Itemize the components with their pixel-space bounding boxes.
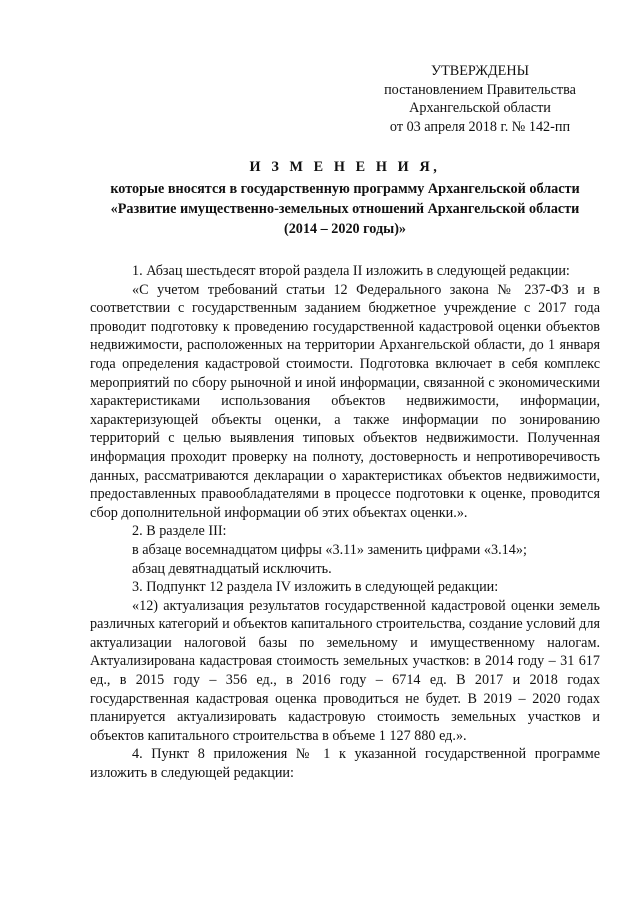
approval-date: от 03 апреля 2018 г. № 142-пп (389, 118, 571, 135)
paragraph: «С учетом требований статьи 12 Федерального закона № 237-ФЗ и в соответствии с государственным заданием бюджетное учреждение с 2017 года проводит подготовку к проведению государственной кадастровой оценки объектов недвижимости, расположенных на территории Архангельской области, до 1 января года определения кадастровой стоимости. Подготовка включает в себя комплекс мероприятий по сбору рыночной и иной информации, связанной с экономическими характеристиками использования объектов недвижимости, информации, характеризующей объекты оценки, а также информации по зонированию территорий с целью выявления типовых объектов недвижимости. Полученная информация проходит проверку на полноту, достоверность и непротиворечивость данных, рассматриваются декларации о характеристиках объектов недвижимости, предоставленных правообладателями в процессе подготовки к оценке, проводится сбор дополнительной информации об этих объектах оценки.». (90, 281, 600, 521)
approval-title: УТВЕРЖДЕНЫ (431, 63, 529, 79)
paragraph: в абзаце восемнадцатом цифры «3.11» заменить цифрами «3.14»; (132, 541, 527, 558)
paragraph: 3. Подпункт 12 раздела IV изложить в следующей редакции: (132, 579, 499, 596)
approval-stamp (362, 62, 598, 136)
heading-line: (2014 – 2020 годы)» (283, 221, 407, 237)
document-heading (90, 157, 600, 239)
heading-title: И З М Е Н Е Н И Я, (249, 159, 441, 175)
paragraph: 1. Абзац шестьдесят второй раздела II изложить в следующей редакции: (132, 263, 570, 279)
approval-line: постановлением Правительства (384, 81, 576, 98)
document-body (90, 262, 600, 783)
heading-line: которые вносятся в государственную программу Архангельской области (110, 181, 580, 197)
paragraph: 4. Пункт 8 приложения № 1 к указанной государственной программе изложить в следующей редакции: (90, 746, 600, 782)
paragraph: 2. В разделе III: (132, 523, 227, 540)
paragraph: «12) актуализация результатов государственной кадастровой оценки земель различных категорий и объектов капитального строительства, создание условий для актуализации налоговой базы по земельному и имущественному налогам. Актуализирована кадастровая стоимость земельных участков: в 2014 году – 31 617 ед., в 2015 году – 356 ед., в 2016 году – 6714 ед. В 2017 и 2018 годах государственная кадастровая оценка проводиться не будет. В 2019 – 2020 годах планируется актуализировать кадастровую стоимость земельных участков и объектов капитального строительства в объеме 1 127 880 ед.». (90, 597, 600, 744)
heading-line: «Развитие имущественно-земельных отношений Архангельской области (110, 201, 580, 217)
approval-line: Архангельской области (409, 100, 551, 117)
paragraph: абзац девятнадцатый исключить. (132, 560, 332, 577)
